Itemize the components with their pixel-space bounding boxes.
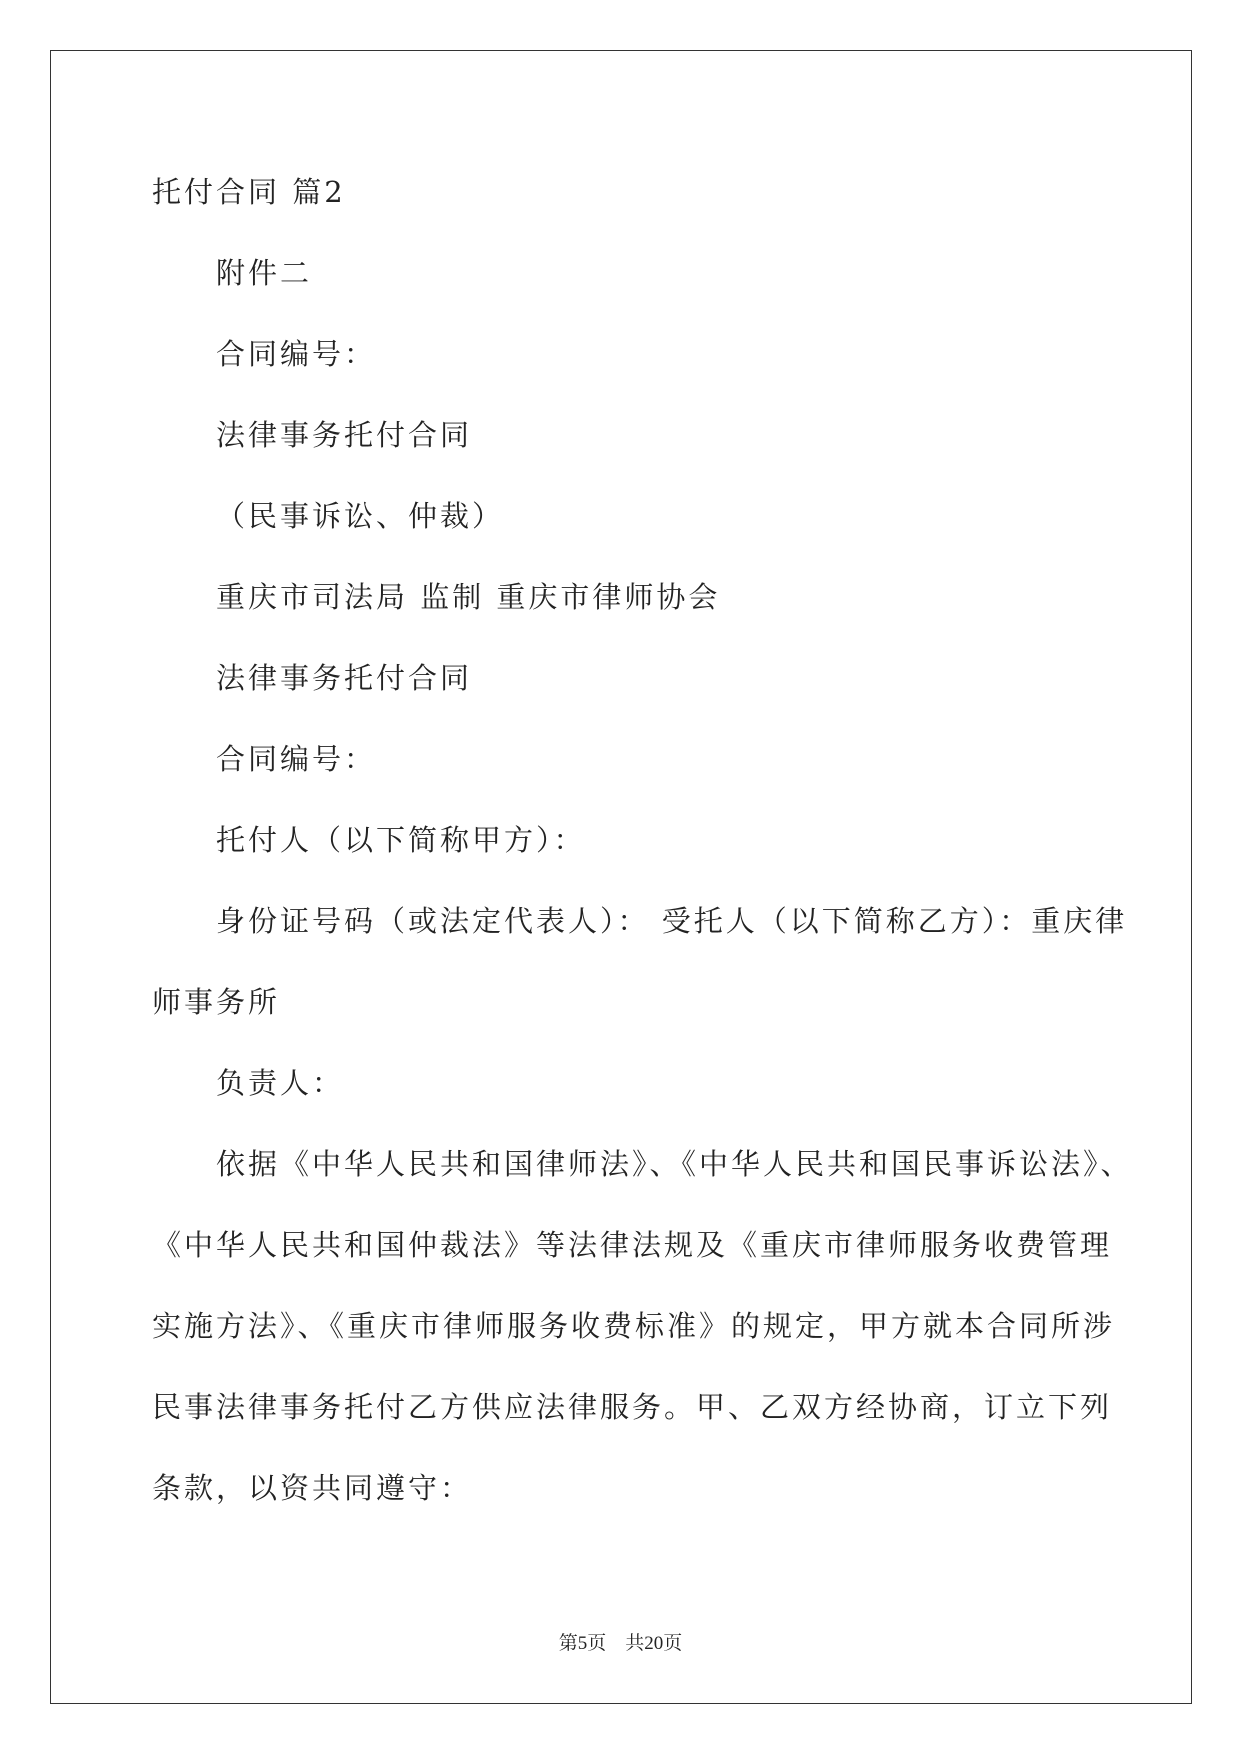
paragraph-basis-line-1: 依据《中华人民共和国律师法》、《中华人民共和国民事诉讼法》、 (216, 1147, 1133, 1181)
paragraph-id-number-cont: 师事务所 (152, 985, 281, 1019)
paragraph-basis-line-5: 条款，以资共同遵守： (152, 1471, 473, 1505)
paragraph-basis-line-2: 《中华人民共和国仲裁法》等法律法规及《重庆市律师服务收费管理 (152, 1228, 1113, 1262)
document-heading: 托付合同 篇2 (152, 175, 346, 209)
paragraph-responsible: 负责人： (216, 1066, 345, 1100)
paragraph-attachment: 附件二 (216, 256, 313, 290)
paragraph-supervisor: 重庆市司法局 监制 重庆市律师协会 (216, 580, 721, 614)
page-number: 第5页 共20页 (558, 1633, 683, 1654)
paragraph-basis-line-4: 民事法律事务托付乙方供应法律服务。甲、乙双方经协商，订立下列 (152, 1390, 1113, 1424)
paragraph-contract-title-2: 法律事务托付合同 (216, 661, 473, 695)
paragraph-contract-subtitle: （民事诉讼、仲裁） (216, 499, 505, 533)
paragraph-contract-number-2: 合同编号： (216, 742, 377, 776)
paragraph-basis-line-3: 实施方法》、《重庆市律师服务收费标准》的规定，甲方就本合同所涉 (152, 1309, 1116, 1343)
paragraph-contract-number: 合同编号： (216, 337, 377, 371)
paragraph-client: 托付人（以下简称甲方）： (216, 823, 586, 857)
paragraph-contract-title: 法律事务托付合同 (216, 418, 473, 452)
paragraph-id-number: 身份证号码（或法定代表人）： 受托人（以下简称乙方）：重庆律 (216, 904, 1128, 938)
page-border (50, 50, 1192, 1704)
